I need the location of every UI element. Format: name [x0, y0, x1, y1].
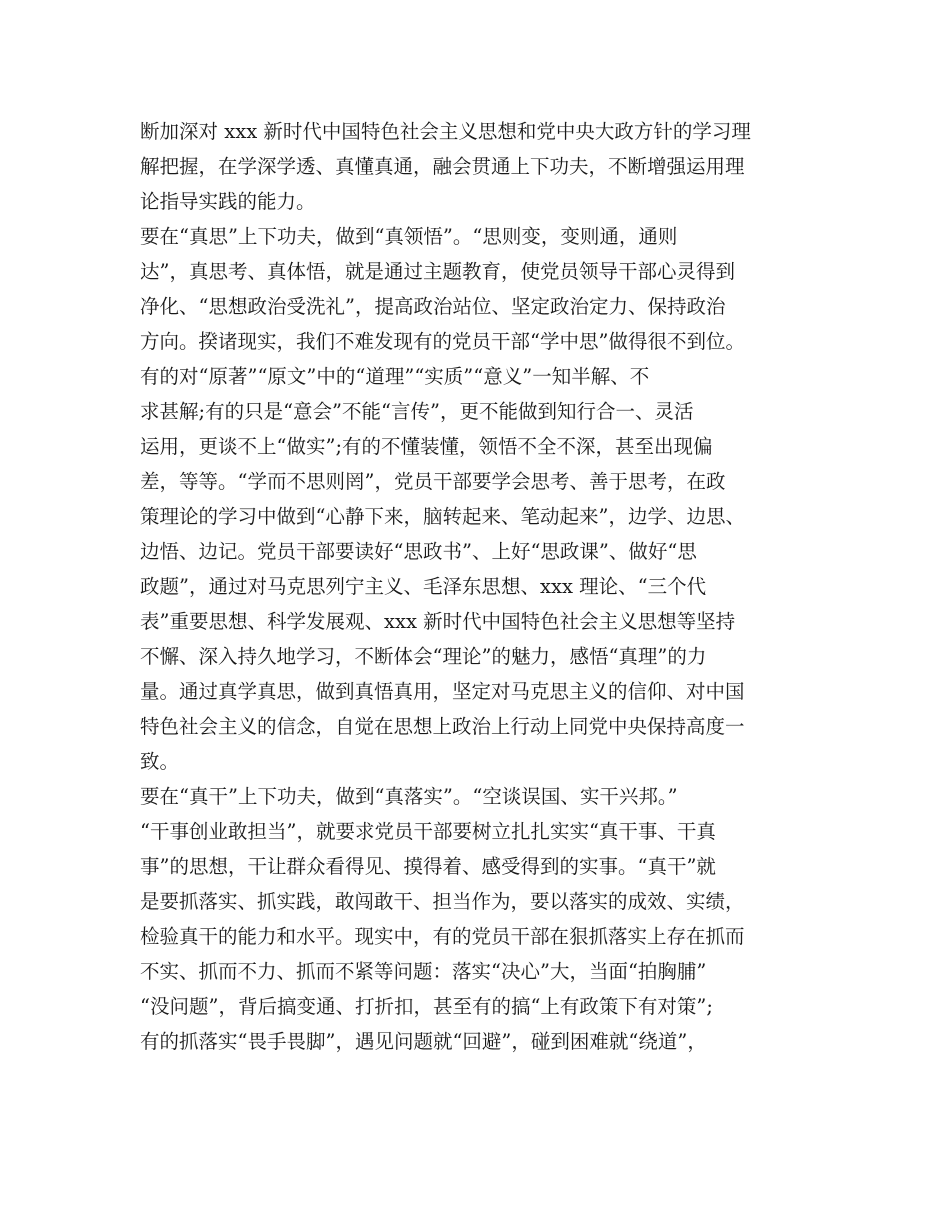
body-text — [140, 114, 830, 1059]
text-line: 断加深对 xxx 新时代中国特色社会主义思想和党中央大政方针的学习理 — [140, 120, 751, 143]
text-line: 求甚解;有的只是“意会”不能“言传”，更不能做到知行合一、灵活 — [140, 400, 694, 423]
text-line: 政题”，通过对马克思列宁主义、毛泽东思想、xxx 理论、“三个代 — [140, 575, 707, 598]
text-line: 边悟、边记。党员干部要读好“思政书”、上好“思政课”、做好“思 — [140, 540, 697, 563]
text-line: “没问题”，背后搞变通、打折扣，甚至有的搞“上有政策下有对策”; — [140, 995, 713, 1018]
text-line: 论指导实践的能力。 — [140, 190, 316, 213]
text-line: 策理论的学习中做到“心静下来，脑转起来、笔动起来”，边学、边思、 — [140, 505, 745, 528]
text-line: 量。通过真学真思，做到真悟真用，坚定对马克思主义的信仰、对中国 — [140, 680, 745, 703]
text-line: 净化、“思想政治受洗礼”，提高政治站位、坚定政治定力、保持政治 — [140, 295, 726, 318]
text-line: 有的对“原著”“原文”中的“道理”“实质”“意义”一知半解、不 — [140, 365, 650, 388]
text-line: 方向。揆诸现实，我们不难发现有的党员干部“学中思”做得很不到位。 — [140, 330, 745, 353]
text-line: 不实、抓而不力、抓而不紧等问题：落实“决心”大，当面“拍胸脯” — [140, 960, 707, 983]
text-line: 特色社会主义的信念，自觉在思想上政治上行动上同党中央保持高度一 — [140, 715, 745, 738]
text-line: 不懈、深入持久地学习，不断体会“理论”的魅力，感悟“真理”的力 — [140, 645, 707, 668]
text-line: 是要抓落实、抓实践，敢闯敢干、担当作为，要以落实的成效、实绩， — [140, 890, 745, 913]
text-line: 运用，更谈不上“做实”;有的不懂装懂，领悟不全不深，甚至出现偏 — [140, 435, 713, 458]
text-line: 达”，真思考、真体悟，就是通过主题教育，使党员领导干部心灵得到 — [140, 260, 735, 283]
text-line: 致。 — [140, 750, 180, 773]
text-line: 解把握，在学深学透、真懂真通，融会贯通上下功夫，不断增强运用理 — [140, 155, 745, 178]
text-line: 检验真干的能力和水平。现实中，有的党员干部在狠抓落实上存在抓而 — [140, 925, 745, 948]
text-line: 要在“真思”上下功夫，做到“真领悟”。“思则变，变则通，通则 — [140, 225, 678, 248]
text-line: 要在“真干”上下功夫，做到“真落实”。“空谈误国、实干兴邦。” — [140, 785, 678, 808]
text-line: 事”的思想，干让群众看得见、摸得着、感受得到的实事。“真干”就 — [140, 855, 716, 878]
text-line: 表”重要思想、科学发展观、xxx 新时代中国特色社会主义思想等坚持 — [140, 610, 736, 633]
text-line: 差，等等。“学而不思则罔”，党员干部要学会思考、善于思考，在政 — [140, 470, 726, 493]
text-line: “干事创业敢担当”，就要求党员干部要树立扎扎实实“真干事、干真 — [140, 820, 716, 843]
text-line: 有的抓落实“畏手畏脚”，遇见问题就“回避”，碰到困难就“绕道”， — [140, 1030, 707, 1053]
